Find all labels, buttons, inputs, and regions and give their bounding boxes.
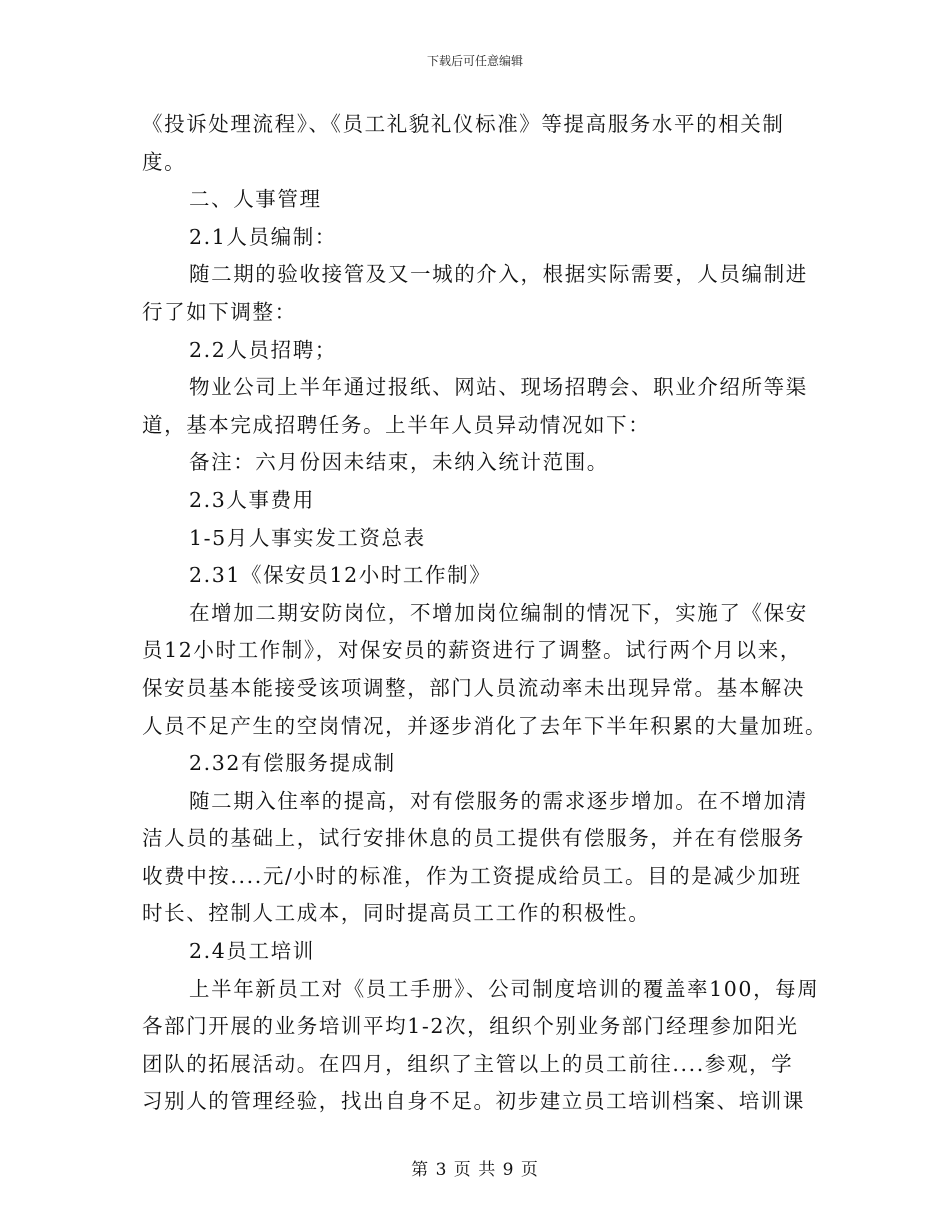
section-heading: 二、人事管理 (189, 187, 322, 212)
text-line: 备注：六月份因未结束，未纳入统计范围。 (189, 450, 609, 475)
text-line: 上半年新员工对《员工手册》、公司制度培训的覆盖率100，每周 (189, 976, 820, 1001)
text-line: 《投诉处理流程》、《员工礼貌礼仪标准》等提高服务水平的相关制 (142, 112, 785, 136)
text-line: 度。 (142, 149, 187, 174)
text-line: 道，基本完成招聘任务。上半年人员异动情况如下： (142, 412, 651, 437)
page-footer: 第 3 页 共 9 页 (411, 1160, 539, 1180)
text-line: 随二期入住率的提高，对有偿服务的需求逐步增加。在不增加清 (189, 788, 808, 813)
text-line: 员12小时工作制》，对保安员的薪资进行了调整。试行两个月以来， (142, 638, 802, 663)
text-line: 时长、控制人工成本，同时提高员工工作的积极性。 (142, 901, 651, 926)
subsection-heading: 2.2人员招聘； (189, 337, 337, 362)
text-line: 洁人员的基础上，试行安排休息的员工提供有偿服务，并在有偿服务 (142, 826, 805, 851)
text-line: 物业公司上半年通过报纸、网站、现场招聘会、职业介绍所等渠 (189, 375, 808, 400)
subsection-heading: 2.31《保安员12小时工作制》 (189, 563, 492, 588)
text-line: 收费中按....元/小时的标准，作为工资提成给员工。目的是减少加班 (142, 863, 802, 888)
text-line: 随二期的验收接管及又一城的介入，根据实际需要，人员编制进 (189, 262, 808, 287)
text-line: 各部门开展的业务培训平均1-2次，组织个别业务部门经理参加阳光 (142, 1014, 799, 1039)
text-line: 1-5月人事实发工资总表 (189, 525, 426, 550)
subsection-heading: 2.3人事费用 (189, 487, 315, 512)
text-line: 保安员基本能接受该项调整，部门人员流动率未出现异常。基本解决 (142, 675, 805, 700)
subsection-heading: 2.4员工培训 (189, 939, 315, 964)
subsection-heading: 2.32有偿服务提成制 (189, 751, 396, 776)
text-line: 在增加二期安防岗位，不增加岗位编制的情况下，实施了《保安 (189, 600, 808, 625)
text-line: 人员不足产生的空岗情况，并逐步消化了去年下半年积累的大量加班。 (142, 713, 828, 738)
text-line: 行了如下调整： (142, 299, 297, 324)
text-line: 习别人的管理经验，找出自身不足。初步建立员工培训档案、培训课 (142, 1089, 805, 1114)
page-header: 下载后可任意编辑 (426, 54, 523, 68)
text-line: 团队的拓展活动。在四月，组织了主管以上的员工前往....参观，学 (142, 1051, 794, 1076)
subsection-heading: 2.1人员编制： (189, 224, 337, 249)
document-body (142, 106, 828, 1121)
